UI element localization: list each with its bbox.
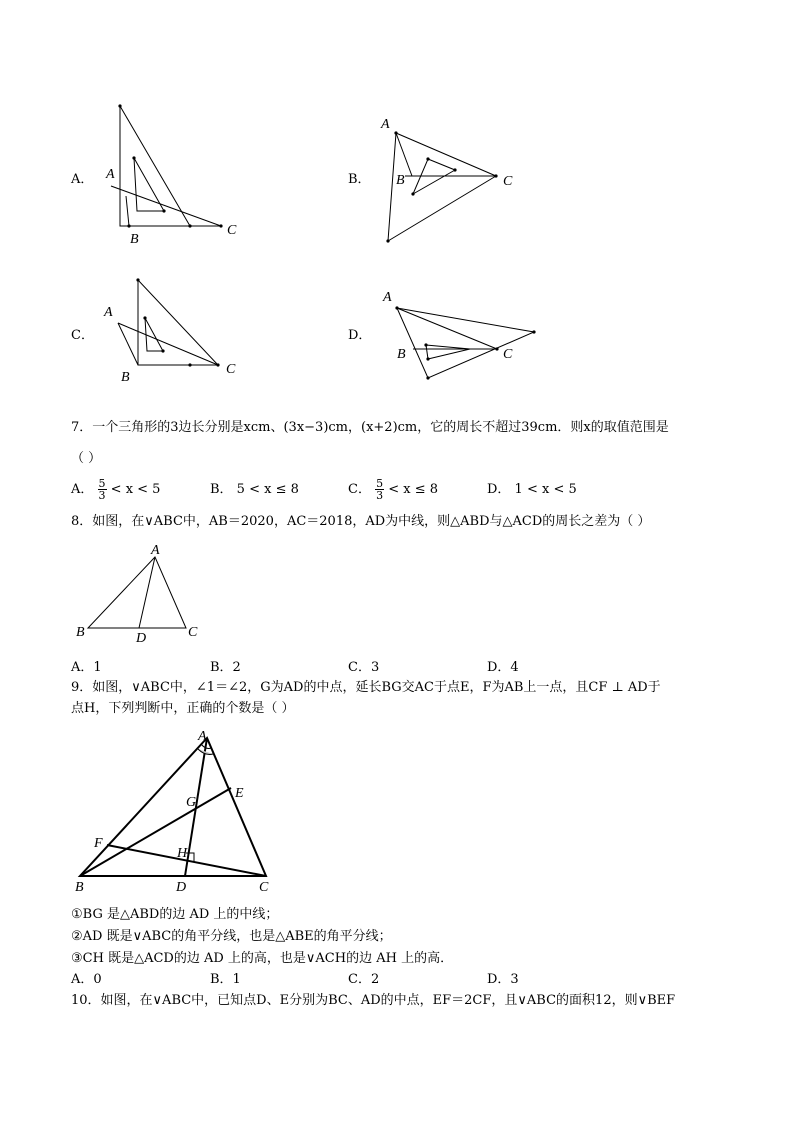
q9-stem-line1: 9．如图，∨ABC中，∠1＝∠2，G为AD的中点，延长BG交AC于点E，F为AB上一点，且CF ⊥ AD于 (71, 680, 661, 695)
q8-option-d: D．4 (487, 660, 519, 675)
q7-option-a-prefix: A． (71, 482, 94, 497)
q8-stem: 8．如图，在∨ABC中，AB＝2020，AC＝2018，AD为中线，则△ABD与△ACD的周长之差为（ ） (71, 514, 651, 529)
q9-statement-3: ③CH 既是△ACD的边 AD 上的高，也是∨ACH的边 AH 上的高． (71, 951, 454, 966)
q6c-label-a: A (104, 305, 113, 320)
q6a-label-a: A (106, 167, 115, 182)
q9-label-c: C (259, 880, 269, 895)
q7-option-b: B． 5 < x ≤ 8 (210, 482, 299, 497)
q9-statement-1: ①BG 是△ABD的边 AD 上的中线； (71, 907, 279, 922)
q9-option-b: B．1 (210, 972, 241, 987)
q7-option-d: D． 1 < x < 5 (487, 482, 577, 497)
q7-option-a-tail: < x < 5 (110, 482, 161, 497)
q8-label-b: B (76, 625, 85, 640)
q9-label-g: G (186, 795, 197, 810)
q6b-label-a: A (381, 117, 390, 132)
q6b-label-b: B (396, 173, 405, 188)
q6a-label-b: B (130, 232, 139, 247)
q9-label-f: F (94, 836, 103, 851)
q7-option-c-tail: < x ≤ 8 (388, 482, 439, 497)
q9-label-e: E (235, 786, 244, 801)
q6b-label-c: C (503, 174, 513, 189)
q6a-label-c: C (227, 223, 237, 238)
q9-option-d: D．3 (487, 972, 519, 987)
q7-option-c-fraction: $\frac{5}{3}$ (376, 477, 384, 502)
q8-option-b: B．2 (210, 660, 241, 675)
q9-label-d: D (176, 880, 187, 895)
q6d-label-a: A (383, 290, 392, 305)
q8-option-a: A．1 (71, 660, 102, 675)
q7-stem-line1: 7．一个三角形的3边长分别是xcm、(3x−3)cm，(x+2)cm，它的周长不超过39cm．则x的取值范围是 (71, 420, 669, 435)
q6-option-a: A． (71, 172, 94, 187)
q8-label-a: A (151, 543, 160, 558)
q10-stem: 10．如图，在∨ABC中，已知点D、E分别为BC、AD的中点，EF＝2CF，且∨ABC的面积12，则∨BEF (71, 993, 676, 1008)
q6-option-d: D． (348, 328, 372, 343)
q9-label-a: A (198, 729, 207, 744)
q8-option-c: C．3 (348, 660, 380, 675)
q9-option-a: A．0 (71, 972, 102, 987)
q7-option-a-fraction: $\frac{5}{3}$ (98, 477, 106, 502)
q9-label-h: H (177, 846, 188, 861)
q6c-label-c: C (226, 362, 236, 377)
q6c-label-b: B (121, 370, 130, 385)
q8-label-d: D (136, 631, 147, 646)
q7-option-c-prefix: C． (348, 482, 371, 497)
q9-statement-2: ②AD 既是∨ABC的角平分线，也是△ABE的角平分线； (71, 929, 392, 944)
q7-stem-line2: （ ） (71, 451, 102, 466)
q8-label-c: C (188, 625, 198, 640)
q9-label-b: B (75, 880, 84, 895)
q9-stem-line2: 点H，下列判断中，正确的个数是（ ） (71, 701, 295, 716)
q6d-label-b: B (397, 347, 406, 362)
q6-option-c: C． (71, 328, 94, 343)
q9-option-c: C．2 (348, 972, 380, 987)
q6-option-b: B． (348, 172, 371, 187)
q6d-label-c: C (503, 347, 513, 362)
